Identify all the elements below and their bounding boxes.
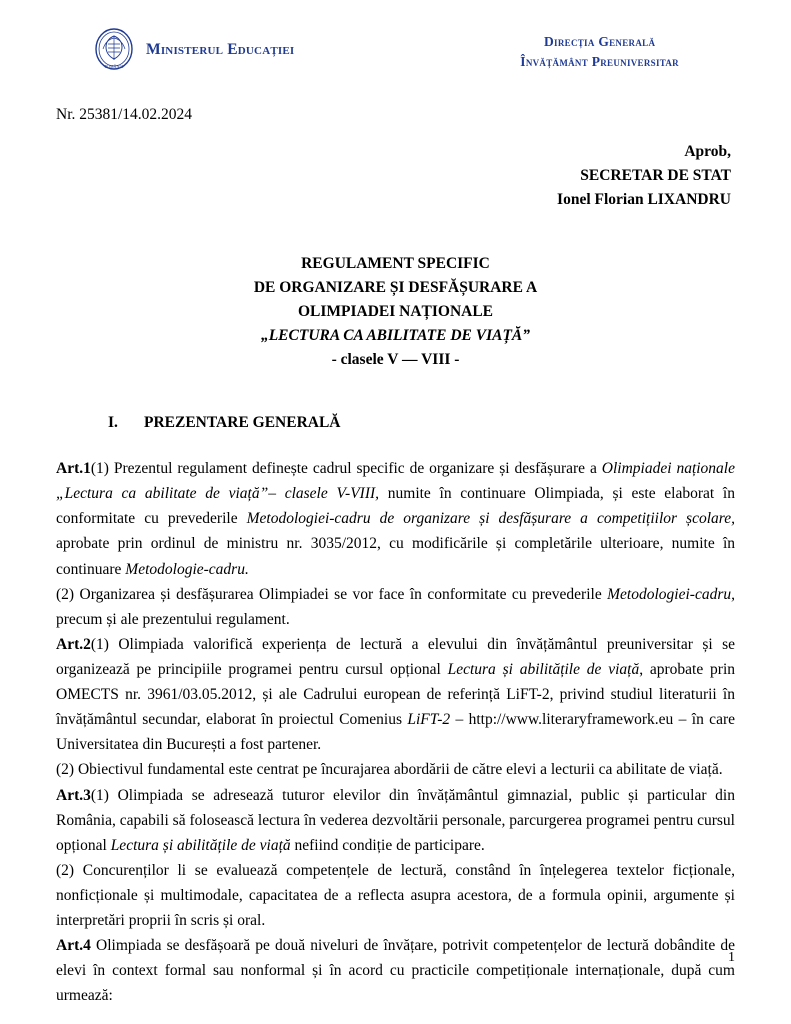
- romania-coat-of-arms-icon: [94, 28, 134, 72]
- art2-p1-a: (1) Olimpiada valorifică experiența de lectură a elevului din învățământul preuniversitar și se organizează pe principiile programei pentru cursul opțional: [56, 635, 735, 678]
- section-label: PREZENTARE GENERALĂ: [144, 414, 341, 432]
- art4-p1: Olimpiada se desfășoară pe două niveluri de învățare, potrivit competențelor de lectură dobândite de elevi în context formal sau nonformal și în acord cu practicile competiționale internaționale, după cum urmează:: [56, 937, 735, 1005]
- title-line-2: DE ORGANIZARE ȘI DESFĂȘURARE A: [253, 279, 538, 297]
- department-line-1: Direcția Generală: [544, 34, 656, 49]
- art1-p1-c: aprobate prin ordinul de ministru nr. 3035/2012, cu modificările și completările ulterioare, numite în continuare: [56, 535, 735, 578]
- paragraph-art4-1: [56, 933, 735, 1008]
- art1-p2-i1: Metodologiei-cadru,: [607, 585, 735, 603]
- paragraph-art3-1: [56, 783, 735, 858]
- paragraph-art1-1: [56, 456, 735, 582]
- art3-p1-i1: Lectura și abilitățile de viață: [110, 836, 291, 854]
- paragraph-art2-1: [56, 632, 735, 758]
- art1-p1-i1: Olimpiadei naționale „Lectura ca abilitate de viață”– clasele V-VIII,: [56, 460, 735, 503]
- section-number: I.: [108, 414, 118, 432]
- art1-p1-i3: Metodologie-cadru.: [125, 560, 249, 578]
- registration-number: Nr. 25381/14.02.2024: [56, 106, 193, 123]
- art2-p1-b: , aprobate prin OMECTS nr. 3961/03.05.2012, și ale Cadrului european de referință LiFT-2, privind studiul literaturii în învățământul secundar, elaborat în proiectul Comenius: [56, 661, 736, 729]
- document-title: [56, 252, 735, 372]
- header-left-block: [56, 28, 294, 72]
- ministry-label: Ministerul Educației: [146, 41, 295, 58]
- art3-label: Art.3: [56, 786, 91, 804]
- paragraph-art1-2: [56, 582, 735, 632]
- art1-label: Art.1: [56, 460, 91, 478]
- art1-p1-a: (1) Prezentul regulament definește cadrul specific de organizare și desfășurare a: [90, 460, 602, 478]
- art1-p2-b: precum și ale prezentului regulament.: [56, 610, 290, 628]
- title-line-4: „LECTURA CA ABILITATE DE VIAȚĂ”: [260, 327, 531, 345]
- approval-line-1: Aprob,: [684, 143, 731, 160]
- art4-label: Art.4: [56, 937, 91, 955]
- section-heading: [56, 414, 735, 432]
- document-header: [56, 20, 735, 72]
- paragraph-art2-2: (2) Obiectivul fundamental este centrat pe încurajarea abordării de către elevi a lecturii ca abilitate de viață.: [56, 761, 723, 779]
- title-line-5: - clasele V — VIII -: [331, 351, 460, 369]
- approval-line-2: SECRETAR DE STAT: [580, 167, 731, 185]
- paragraph-art3-2: (2) Concurenților li se evaluează competențele de lectură, constând în înțelegerea textelor ficționale, nonficționale și multimodale, capacitatea de a reflecta asupra acestora, de a formula opinii, argumente și interpretări proprii în scris și oral.: [56, 861, 735, 930]
- art1-p1-b: numite în continuare Olimpiada, și este elaborat în conformitate cu prevederile: [56, 485, 735, 528]
- department-block: [520, 28, 735, 71]
- art2-p1-c: – http://www.literaryframework.eu – în care Universitatea din București a fost partener.: [56, 711, 735, 754]
- art2-p1-i1: Lectura și abilitățile de viață: [447, 661, 640, 678]
- page-number: 1: [728, 950, 735, 965]
- art3-p1-b: nefiind condiție de participare.: [290, 836, 485, 854]
- title-line-1: REGULAMENT SPECIFIC: [301, 255, 490, 273]
- art3-p1-a: (1) Olimpiada se adresează tuturor elevilor din învățământul gimnazial, public și particular din România, capabili să folosească lectura în vederea dezvoltării personale, parcurgerea programei pentru cursul opțional: [56, 786, 735, 854]
- document-body: [56, 456, 735, 1008]
- art2-p1-i2: LiFT-2: [407, 711, 451, 729]
- art1-p2-a: (2) Organizarea și desfășurarea Olimpiadei se vor face în conformitate cu prevederile: [56, 585, 608, 603]
- art2-label: Art.2: [56, 635, 91, 653]
- art1-p1-i2: Metodologiei-cadru de organizare și desfășurare a competițiilor școlare,: [246, 510, 735, 528]
- svg-text:ROMÂNIA: ROMÂNIA: [104, 64, 124, 69]
- title-line-3: OLIMPIADEI NAȚIONALE: [297, 303, 494, 321]
- department-line-2: Învățământ Preuniversitar: [520, 53, 679, 69]
- approval-block: [56, 140, 735, 212]
- approval-line-3: Ionel Florian LIXANDRU: [557, 191, 731, 209]
